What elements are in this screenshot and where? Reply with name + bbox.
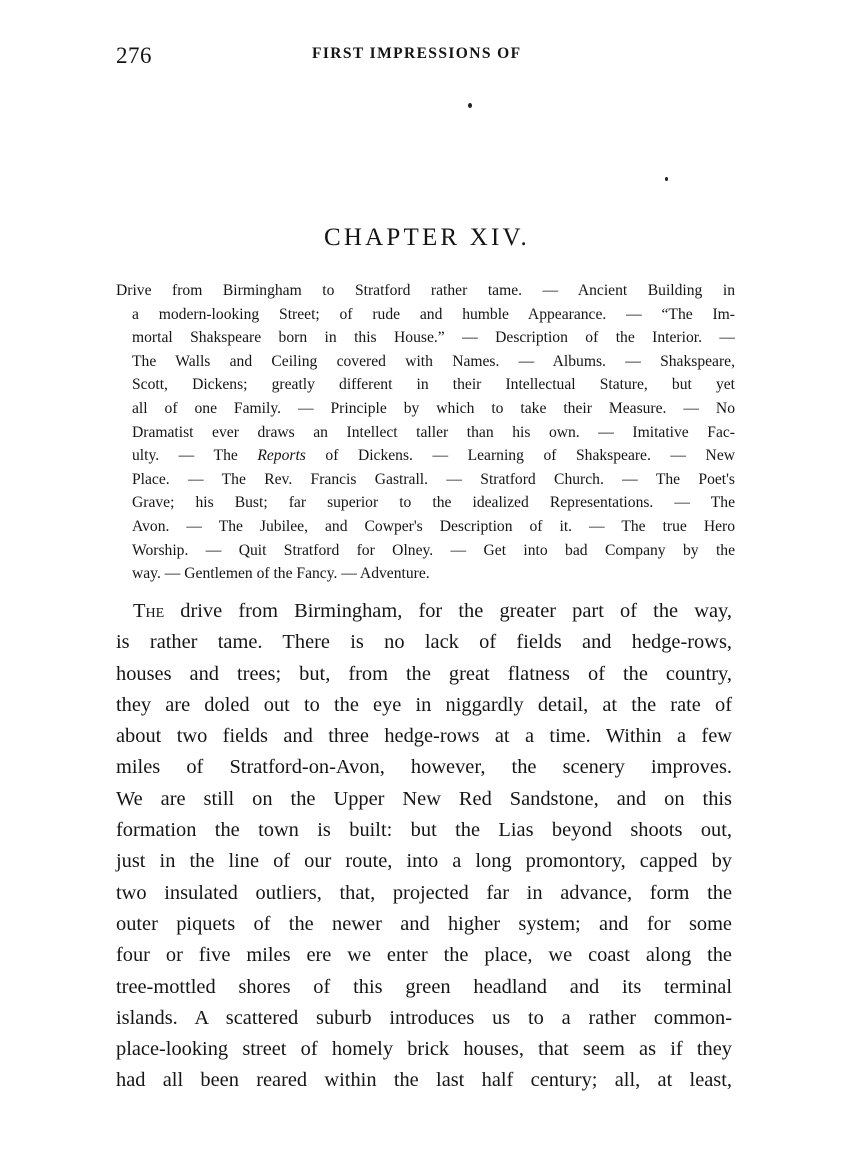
synopsis-fragment: ulty. — The [132, 447, 238, 465]
synopsis-line: Scott, Dickens; greatly different in their Intellectual Stature, but yet [132, 376, 735, 394]
synopsis-line: a modern-looking Street; of rude and humble Appearance. — “The Im- [132, 305, 735, 323]
body-line: houses and trees; but, from the great flatness of the country, [116, 662, 732, 685]
body-line: outer piquets of the newer and higher system; and for some [116, 912, 732, 935]
body-line: four or five miles ere we enter the place, we coast along the [116, 944, 732, 967]
synopsis-line: Avon. — The Jubilee, and Cowper's Description of it. — The true Hero [132, 517, 735, 535]
body-line: two insulated outliers, that, projected far in advance, form the [116, 881, 732, 904]
body-line: miles of Stratford-on-Avon, however, the scenery improves. [116, 756, 732, 779]
body-line: just in the line of our route, into a long promontory, capped by [116, 850, 732, 873]
synopsis-line: mortal Shakspeare born in this House.” — Description of the Interior. — [132, 329, 735, 347]
body-line: is rather tame. There is no lack of fields and hedge-rows, [116, 631, 732, 654]
synopsis-italic-reports: Reports [257, 447, 306, 465]
body-line [116, 596, 732, 627]
body-paragraph [116, 596, 732, 1097]
synopsis-fragment: of Dickens. — Learning of Shakspeare. — New [325, 447, 735, 465]
running-head: FIRST IMPRESSIONS OF [312, 45, 522, 62]
synopsis-line: Worship. — Quit Stratford for Olney. — Get into bad Company by the [132, 541, 735, 559]
page-number: 276 [116, 43, 152, 68]
body-line: they are doled out to the eye in niggardly detail, at the rate of [116, 693, 732, 716]
body-line: tree-mottled shores of this green headland and its terminal [116, 975, 732, 998]
synopsis-line: Drive from Birmingham to Stratford rather tame. — Ancient Building in [116, 282, 735, 299]
synopsis-line [116, 444, 735, 468]
chapter-synopsis [116, 279, 735, 586]
synopsis-line: Grave; his Bust; far superior to the idealized Representations. — The [132, 494, 735, 512]
print-speck [468, 103, 472, 108]
synopsis-line: all of one Family. — Principle by which to take their Measure. — No [132, 399, 735, 417]
body-line: islands. A scattered suburb introduces us to a rather common- [116, 1006, 732, 1029]
print-speck [665, 177, 668, 181]
synopsis-line: way. — Gentlemen of the Fancy. — Adventure. [132, 565, 430, 583]
chapter-title: CHAPTER XIV. [323, 224, 530, 251]
synopsis-line: Dramatist ever draws an Intellect taller than his own. — Imitative Fac- [132, 423, 735, 441]
synopsis-line: Place. — The Rev. Francis Gastrall. — Stratford Church. — The Poet's [132, 470, 735, 488]
body-line: about two fields and three hedge-rows at a time. Within a few [116, 725, 732, 748]
synopsis-line: The Walls and Ceiling covered with Names. — Albums. — Shakspeare, [132, 352, 735, 370]
body-line: place-looking street of homely brick houses, that seem as if they [116, 1038, 732, 1061]
body-line: formation the town is built: but the Lias beyond shoots out, [116, 819, 732, 842]
body-line: had all been reared within the last half century; all, at least, [116, 1069, 732, 1092]
opening-word: The [133, 600, 165, 622]
body-line-text: drive from Birmingham, for the greater part of the way, [180, 600, 732, 622]
body-line: We are still on the Upper New Red Sandstone, and on this [116, 787, 732, 810]
